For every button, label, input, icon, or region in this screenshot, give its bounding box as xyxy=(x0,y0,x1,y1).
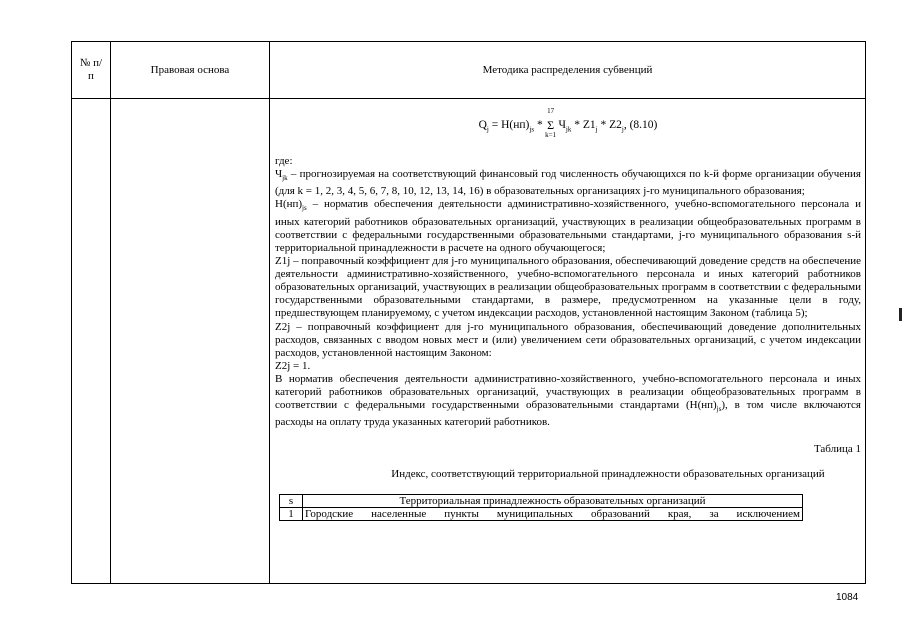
inner-row-1-num: 1 xyxy=(280,508,303,521)
header-num xyxy=(72,42,111,99)
header-method: Методика распределения субвенций xyxy=(270,42,866,99)
table-1-caption: Таблица 1 xyxy=(813,443,861,456)
formula-star: * xyxy=(534,119,546,131)
document-table xyxy=(71,41,866,584)
sum-sigma: Σ xyxy=(547,118,555,133)
method-cell xyxy=(270,99,866,584)
formula-lhs-sub: j xyxy=(486,125,489,134)
formula-z2: * Z2 xyxy=(597,119,622,131)
chjk-text: – прогнозируемая на соответствующий финансовый год численность обучающихся по k-й форме организации обучения (для k = 1, 2, 3, 4, 5, 6, 7, 8, 10, 12, 13, 14, 16) в образовательных организациях j-го муниципального образования; xyxy=(275,168,861,198)
definition-z2j: Z2j – поправочный коэффициент для j-го муниципального образования, обеспечивающий доведение дополнительных расходов, связанных с вводом новых мест и (или) увеличением сети образовательных организаций, с учетом индексации расходов, установленной настоящим Законом: xyxy=(275,320,861,359)
header-basis: Правовая основа xyxy=(111,42,270,99)
z2j-value: Z2j = 1. xyxy=(275,359,311,372)
page-number: 1084 xyxy=(836,592,859,603)
inner-row-1 xyxy=(280,508,803,521)
normative-text: В норматив обеспечения деятельности административно-хозяйственного, учебно-вспомогательного персонала и иных категорий работников образовательных организаций, участвующих в реализации общеобразовательных программ в соответствии с федеральными государственными образовательными стандартами (Н(нп) xyxy=(275,372,861,412)
formula-number: , (8.10) xyxy=(623,119,658,131)
table-1-title: Индекс, соответствующий территориальной принадлежности образовательных организаций xyxy=(391,468,825,481)
num-label: № п/п xyxy=(79,57,103,82)
normative-note xyxy=(275,373,861,430)
formula-h-sub: js xyxy=(529,125,535,134)
header-row xyxy=(72,42,866,99)
sum-lower: k=1 xyxy=(545,131,557,140)
basis-cell xyxy=(111,99,270,584)
inner-col-s: s xyxy=(280,495,303,508)
hnp-symbol: Н(нп) xyxy=(275,198,303,211)
num-cell xyxy=(72,99,111,584)
inner-header-row xyxy=(280,495,803,508)
chjk-sub: jk xyxy=(282,174,288,183)
definition-z1j: Z1j – поправочный коэффициент для j-го муниципального образования, обеспечивающий доведение средств на обеспечение деятельности административно-хозяйственного, учебно-вспомогательного персонала и иных категорий работников образовательных организаций, участвующих в реализации общеобразовательных программ в соответствии с федеральными государственными образовательными стандартами, в размере, предусмотренном на указанные цели в году, предшествующем планируемому, с учетом индексации расходов, установленной настоящим Законом (таблица 5); xyxy=(275,255,861,320)
definition-hnp xyxy=(275,198,861,255)
formula-lhs: Q xyxy=(478,119,487,131)
scan-edge-mark xyxy=(899,308,902,321)
sum-upper: 17 xyxy=(547,107,555,116)
where-label: где: xyxy=(275,155,293,167)
territorial-index-table xyxy=(279,494,803,521)
chjk-symbol: Ч xyxy=(275,168,283,181)
content-row xyxy=(72,99,866,584)
formula-term-sub: jk xyxy=(565,125,572,134)
hnp-text: – норматив обеспечения деятельности административно-хозяйственного, учебно-вспомогательного персонала и иных категорий работников образовательных организаций, участвующих в реализации общеобразовательных программ в соответствии с федеральными государственными образовательными стандартами, j-го муниципального образования s-й территориальной принадлежности в расчете на одного обучающегося; xyxy=(275,198,861,254)
formula-z2-sub: j xyxy=(621,125,624,134)
formula-z1-sub: j xyxy=(595,125,598,134)
definition-chjk xyxy=(275,168,861,198)
formula-term: Ч xyxy=(555,119,566,131)
sum-symbol xyxy=(545,107,557,140)
normative-sub: js xyxy=(716,405,722,414)
hnp-sub: js xyxy=(302,204,307,213)
formula-z1: * Z1 xyxy=(571,119,596,131)
inner-col-head: Территориальная принадлежность образовательных организаций xyxy=(303,495,803,508)
formula-8-10 xyxy=(275,107,861,155)
inner-row-1-text: Городские населенные пункты муниципальных образований края, за исключением xyxy=(303,508,803,521)
normative-tail: ), в том числе включаются расходы на оплату труда указанных категорий работников. xyxy=(275,399,861,429)
formula-eq: = Н(нп) xyxy=(488,119,530,131)
definitions-text xyxy=(275,155,861,429)
